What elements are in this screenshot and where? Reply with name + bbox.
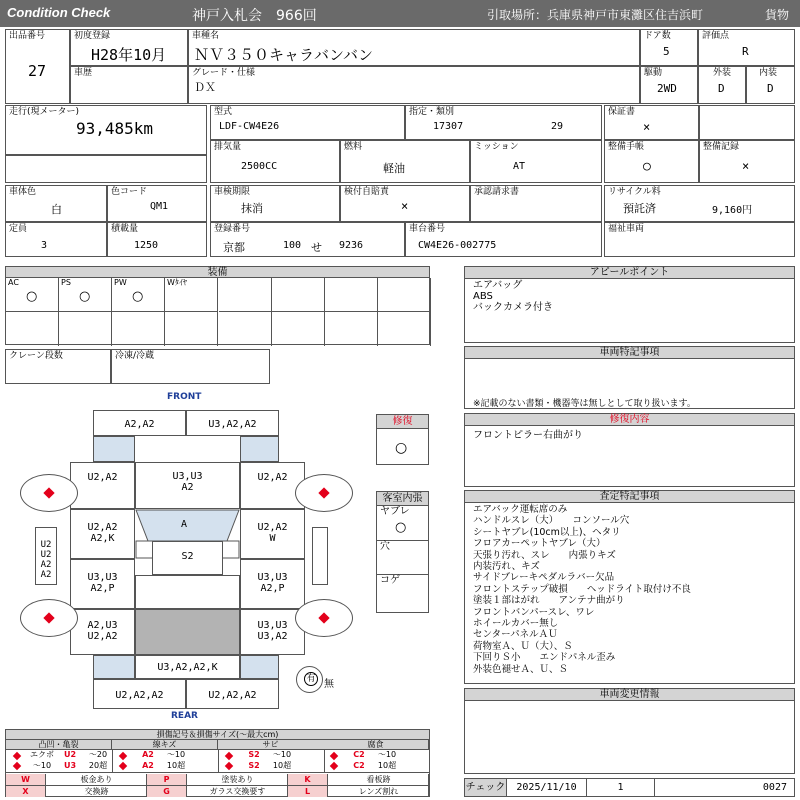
- score: R: [742, 45, 749, 58]
- legend-diamond-icon: [13, 762, 21, 770]
- equipment-cell: [59, 312, 112, 346]
- equipment-cell: [272, 278, 325, 312]
- left-front-door-line2: A2,K: [90, 533, 115, 544]
- front-bumper-right: U3,A2,A2: [186, 410, 279, 436]
- designation: 17307: [433, 121, 464, 132]
- inspection-expiry-label: 車検期限: [214, 187, 251, 197]
- freezer-label: 冷凍/冷蔵: [115, 351, 155, 361]
- drive: 2WD: [657, 82, 677, 95]
- recycle-fee: 9,160円: [712, 205, 753, 216]
- legend-code: 〜20: [88, 750, 108, 759]
- load-capacity: 1250: [134, 240, 159, 251]
- registration-number-label: 登録番号: [214, 224, 251, 234]
- left-taillight: [93, 655, 135, 679]
- right-headlight: [240, 436, 279, 462]
- fuel: 軽油: [383, 162, 405, 175]
- registration-number-cell: [210, 222, 405, 257]
- right-rear-tire: [295, 599, 353, 637]
- back-door: U3,A2,A2,K: [135, 655, 240, 679]
- tire-marker-icon: [43, 487, 54, 498]
- legend-code: 〜10: [32, 761, 52, 770]
- legend-divider: [6, 772, 429, 773]
- assessment-note-line: サイドブレーキペダルラバー欠品: [473, 572, 615, 584]
- left-front-door: [70, 509, 135, 559]
- legend-meaning: 看板跡: [329, 774, 429, 785]
- appeal-point-line: バックカメラ付き: [473, 302, 553, 313]
- cabin-tear-mark: ○: [395, 520, 407, 535]
- service-record: ×: [742, 159, 750, 173]
- grade-label: グレード・仕様: [192, 68, 256, 78]
- equipment-cell: [112, 312, 165, 346]
- registration-number: 9236: [339, 240, 364, 251]
- repair-detail-box: [464, 413, 795, 487]
- legend-diamond-icon: [13, 752, 21, 760]
- right-front-fender: U2,A2: [240, 462, 305, 509]
- appeal-point-line: エアバッグ: [473, 280, 523, 291]
- cabin-burn-cell: [377, 575, 428, 612]
- inspection-expiry-cell: [210, 185, 340, 222]
- exterior-cell: [698, 66, 746, 104]
- left-front-tire: [20, 474, 78, 512]
- warranty-label: 保証書: [608, 107, 636, 117]
- approval-request-label: 承認請求書: [474, 187, 520, 197]
- history-cell: [70, 66, 188, 104]
- cargo-floor: [135, 609, 240, 655]
- check-count: 1: [587, 779, 655, 796]
- tire-marker-icon: [318, 487, 329, 498]
- equipment-cell: [378, 312, 431, 346]
- assessment-note-line: フロアカーペットヤブレ（大）: [473, 538, 606, 550]
- lot-number-label: 出品番号: [9, 31, 46, 41]
- brand-title: Condition Check: [7, 5, 111, 20]
- mileage: 93,485km: [76, 119, 154, 138]
- assessment-note-line: フロントステップ破損 ヘッドライト取付け不良: [473, 583, 691, 595]
- rear-label: REAR: [171, 711, 198, 721]
- vehicle-special-notes-box: [464, 346, 795, 409]
- side-strip-code: U2: [40, 540, 52, 550]
- first-registration: H28年10月: [91, 46, 167, 64]
- chassis-number-label: 車台番号: [409, 224, 446, 234]
- legend-meaning: 交換跡: [47, 786, 147, 797]
- front-label: FRONT: [167, 392, 202, 402]
- registration-area: 京都: [223, 241, 245, 254]
- left-rear-door-line2: A2,P: [90, 583, 115, 594]
- first-registration-label: 初度登録: [74, 31, 111, 41]
- mission-cell: [470, 140, 602, 183]
- windshield-code: A: [181, 519, 188, 530]
- repair-title: 修復: [377, 415, 428, 429]
- legend-code: 10超: [377, 761, 397, 770]
- chassis-number: CW4E26-002775: [418, 240, 497, 251]
- legend-code: A2: [142, 761, 154, 770]
- chassis-number-cell: [405, 222, 602, 257]
- legend-code: 10超: [166, 761, 186, 770]
- legend-group-name: 腐食: [323, 740, 429, 750]
- grade: ＤＸ: [194, 81, 216, 94]
- left-quarter-line1: A2,U3: [87, 620, 118, 631]
- lot-number: 27: [28, 62, 47, 80]
- legend-code: C2: [353, 750, 365, 759]
- score-cell: [698, 29, 795, 66]
- right-rear-door-line2: A2,P: [260, 583, 285, 594]
- legend-symbol: K: [288, 774, 328, 785]
- service-book-label: 整備手帳: [608, 142, 645, 152]
- warranty: ×: [643, 120, 651, 134]
- score-label: 評価点: [702, 31, 730, 41]
- legend-symbol: L: [288, 786, 328, 797]
- check-footer: [464, 778, 795, 797]
- right-front-tire: [295, 474, 353, 512]
- category-number: 29: [551, 121, 564, 132]
- model: LDF-CW4E26: [219, 121, 280, 132]
- assessment-note-line: センターパネルＡＵ: [473, 629, 558, 641]
- right-quarter-line2: U3,A2: [257, 631, 288, 642]
- left-rear-door: [70, 559, 135, 609]
- equipment-cell: [165, 278, 218, 312]
- legend-meaning: 塗装あり: [188, 774, 288, 785]
- equipment-cell: [6, 312, 59, 346]
- legend-diamond-icon: [225, 752, 233, 760]
- assessment-note-line: 荷物室Ａ、Ｕ（大）、Ｓ: [473, 640, 573, 652]
- history-label: 車歴: [74, 68, 93, 78]
- right-front-door-line2: W: [269, 533, 276, 544]
- left-front-door-line1: U2,A2: [87, 522, 118, 533]
- roof: S2: [152, 541, 223, 575]
- right-quarter-line1: U3,U3: [257, 620, 288, 631]
- legend-code: U3: [63, 761, 77, 770]
- displacement-cell: [210, 140, 340, 183]
- equipment-header: 装備: [5, 266, 430, 278]
- assessment-note-line: 内装汚れ、キズ: [473, 561, 540, 573]
- legend-code: エクボ: [30, 750, 54, 759]
- equipment-cell: [378, 278, 431, 312]
- lot-number-cell: [5, 29, 70, 104]
- equipment-cell: [219, 278, 272, 312]
- capacity-label: 定員: [9, 224, 28, 234]
- body-color: 白: [51, 203, 62, 216]
- left-rear-tire: [20, 599, 78, 637]
- equipment-label: PW: [114, 278, 127, 287]
- legend-symbol: P: [147, 774, 187, 785]
- mission-label: ミッション: [474, 142, 519, 152]
- equipment-grid: [5, 277, 430, 345]
- legend-code: 20超: [88, 761, 108, 770]
- cabin-hole-label: 穴: [380, 541, 390, 552]
- inspection-expiry: 抹消: [241, 202, 263, 215]
- cabin-tear-cell: [377, 506, 428, 541]
- doors-cell: [640, 29, 698, 66]
- liability-insurance-label: 検付自賠責: [344, 187, 390, 197]
- legend-code: A2: [142, 750, 154, 759]
- damage-legend: [5, 729, 430, 797]
- doors: 5: [663, 45, 670, 58]
- service-book: ○: [643, 159, 651, 174]
- legend-meaning: ガラス交換要す: [188, 786, 288, 797]
- assessment-note-line: ハンドルスレ（大） コンソール穴: [473, 515, 630, 527]
- load-label: 積載量: [111, 224, 139, 234]
- vehicle-change-info-title: 車両変更情報: [465, 689, 794, 701]
- equipment-label: Wﾀｲﾔ: [167, 278, 187, 287]
- legend-diamond-icon: [119, 752, 127, 760]
- interior-label: 内装: [759, 68, 778, 78]
- legend-code: C2: [353, 761, 365, 770]
- drive-cell: [640, 66, 698, 104]
- equipment-cell: [325, 312, 378, 346]
- model-cell: [210, 105, 405, 140]
- equipment-mark: ○: [26, 289, 38, 304]
- vehicle-special-notes-title: 車両特記事項: [465, 347, 794, 359]
- cargo-area: [135, 575, 240, 609]
- right-front-door: [240, 509, 305, 559]
- appeal-point-box: [464, 266, 795, 343]
- repair-box: [376, 414, 429, 465]
- left-side-strip: [35, 527, 57, 585]
- legend-diamond-icon: [119, 762, 127, 770]
- side-strip-code: A2: [40, 560, 52, 570]
- assessment-note-line: エアバック運転席のみ: [473, 504, 568, 515]
- recycle-fee-cell: [604, 185, 795, 222]
- equipment-cell: [272, 312, 325, 346]
- page-header: [0, 0, 800, 27]
- check-date: 2025/11/10: [507, 779, 587, 796]
- cabin-burn-label: コゲ: [380, 575, 400, 586]
- displacement: 2500CC: [241, 161, 278, 172]
- hood-line2: A2: [181, 482, 194, 493]
- appeal-point-list: [473, 280, 553, 313]
- legend-diamond-icon: [330, 752, 338, 760]
- legend-code: S2: [248, 761, 260, 770]
- legend-group-name: サビ: [218, 740, 324, 750]
- side-strip-code: U2: [40, 550, 52, 560]
- exterior-label: 外装: [713, 68, 732, 78]
- repair-mark: ○: [395, 440, 408, 456]
- hood: [135, 462, 240, 509]
- legend-symbol: W: [6, 774, 46, 785]
- auction-title: 神戸入札会 966回: [192, 8, 317, 24]
- car-name: ＮＶ３５０キャラバンバン: [194, 46, 373, 64]
- welfare-vehicle-label: 福祉車両: [608, 224, 645, 234]
- vehicle-change-info-box: [464, 688, 795, 774]
- repair-detail-line: フロントピラー右曲がり: [473, 430, 583, 441]
- appeal-point-title: アピールポイント: [465, 267, 794, 279]
- vehicle-special-notes-disclaimer: ※記載のない書類・機器等は無しとして取り扱います。: [473, 399, 696, 409]
- displacement-label: 排気量: [214, 142, 242, 152]
- right-rear-door: [240, 559, 305, 609]
- approval-request-cell: [470, 185, 602, 222]
- legend-code: 〜10: [166, 750, 186, 759]
- legend-symbol: X: [6, 786, 46, 797]
- mileage-label: 走行(現メーター): [9, 107, 80, 117]
- assessment-notes-box: [464, 490, 795, 684]
- tire-marker-icon: [318, 612, 329, 623]
- check-label: チェック: [465, 779, 507, 796]
- left-headlight: [93, 436, 135, 462]
- capacity-cell: [5, 222, 107, 257]
- car-name-cell: [188, 29, 640, 66]
- registration-kana: せ: [311, 241, 322, 254]
- appeal-point-line: ABS: [473, 291, 493, 302]
- equipment-cell: [325, 278, 378, 312]
- right-taillight: [240, 655, 279, 679]
- left-rear-door-line1: U3,U3: [87, 572, 118, 583]
- crane-label: クレーン段数: [9, 351, 63, 361]
- cabin-tear-label: ヤブレ: [380, 506, 410, 517]
- liability-insurance-cell: [340, 185, 470, 222]
- service-record-label: 整備記録: [703, 142, 740, 152]
- color-code: QM1: [150, 201, 169, 212]
- recycle-fee-label: リサイクル料: [608, 187, 661, 197]
- legend-diamond-icon: [225, 762, 233, 770]
- fuel-label: 燃料: [344, 142, 363, 152]
- pickup-location: 引取場所：兵庫県神戸市東灘区住吉浜町: [487, 8, 704, 22]
- equipment-cell: [59, 278, 112, 312]
- right-rear-door-line1: U3,U3: [257, 572, 288, 583]
- warranty-extra-cell: [699, 105, 795, 140]
- assessment-note-line: 下回りＳ小 エンドパネル歪み: [473, 652, 616, 664]
- equipment-mark: ○: [132, 289, 144, 304]
- freezer-cell: [111, 349, 270, 384]
- side-strip-code: A2: [40, 570, 52, 580]
- cabin-lining-box: [376, 491, 429, 613]
- assessment-notes-list: [473, 504, 691, 675]
- legend-code: 〜10: [272, 750, 292, 759]
- body-color-label: 車体色: [9, 187, 37, 197]
- legend-diamond-icon: [330, 762, 338, 770]
- legend-group-name: 凸凹・亀裂: [6, 740, 112, 750]
- service-record-cell: [699, 140, 795, 183]
- crane-cell: [5, 349, 111, 384]
- registration-class: 100: [283, 240, 302, 251]
- grade-cell: [188, 66, 640, 104]
- left-quarter-line2: U2,A2: [87, 631, 118, 642]
- warranty-cell: [604, 105, 699, 140]
- equipment-cell: [165, 312, 218, 346]
- equipment-cell: [6, 278, 59, 312]
- spare-tire-yes: 有: [304, 672, 318, 686]
- car-name-label: 車種名: [192, 31, 220, 41]
- equipment-label: AC: [8, 278, 19, 287]
- model-label: 型式: [214, 107, 233, 117]
- doors-label: ドア数: [644, 31, 671, 41]
- service-book-cell: [604, 140, 699, 183]
- left-front-fender: U2,A2: [70, 462, 135, 509]
- first-registration-cell: [70, 29, 188, 66]
- designation-cell: [405, 105, 602, 140]
- assessment-note-line: フロントバンパースレ、ワレ: [473, 606, 595, 618]
- drive-label: 駆動: [644, 68, 663, 78]
- assessment-note-line: シートヤブレ(10cm以上)、ヘタリ: [473, 526, 621, 538]
- color-code-label: 色コード: [111, 187, 148, 197]
- rear-bumper-left: U2,A2,A2: [93, 679, 186, 709]
- interior-grade: D: [767, 82, 774, 95]
- mission: AT: [513, 161, 526, 172]
- designation-label: 指定・類別: [409, 107, 455, 117]
- front-bumper-left: A2,A2: [93, 410, 186, 436]
- damage-legend-title: 損傷記号＆損傷サイズ(〜最大cm): [6, 730, 429, 740]
- assessment-note-line: 天張り汚れ、スレ 内張りキズ: [473, 549, 616, 561]
- tire-marker-icon: [43, 612, 54, 623]
- legend-code: 10超: [272, 761, 292, 770]
- legend-code: 〜10: [377, 750, 397, 759]
- legend-meaning: 板金あり: [47, 774, 147, 785]
- legend-group-name: 線キズ: [112, 740, 218, 750]
- body-color-cell: [5, 185, 107, 222]
- right-front-door-line1: U2,A2: [257, 522, 288, 533]
- recycle-status: 預託済: [623, 202, 656, 215]
- interior-cell: [746, 66, 795, 104]
- legend-symbol: G: [147, 786, 187, 797]
- legend-code: S2: [248, 750, 260, 759]
- color-code-cell: [107, 185, 207, 222]
- equipment-label: PS: [61, 278, 71, 287]
- assessment-note-line: 塗装１部はがれ アンテナ曲がり: [473, 595, 625, 607]
- welfare-vehicle-cell: [604, 222, 795, 257]
- legend-meaning: レンズ割れ: [329, 786, 429, 797]
- mileage-extra-cell: [5, 155, 207, 183]
- load-cell: [107, 222, 207, 257]
- equipment-cell: [219, 312, 272, 346]
- mileage-cell: [5, 105, 207, 155]
- legend-code: U2: [63, 750, 77, 759]
- left-quarter-panel: [70, 609, 135, 655]
- vehicle-category: 貨物: [765, 8, 790, 22]
- spare-tire-none: 無: [324, 679, 334, 690]
- capacity: 3: [41, 240, 48, 251]
- check-id: 0027: [762, 782, 787, 793]
- equipment-cell: [112, 278, 165, 312]
- equipment-mark: ○: [79, 289, 91, 304]
- assessment-note-line: ホイールカバー無し: [473, 618, 559, 630]
- rear-bumper-right: U2,A2,A2: [186, 679, 279, 709]
- assessment-notes-title: 査定特記事項: [465, 491, 794, 503]
- repair-detail-title: 修復内容: [465, 414, 794, 426]
- cabin-lining-title: 客室内張: [377, 492, 428, 506]
- assessment-note-line: 外装色褪せＡ、Ｕ、Ｓ: [473, 663, 569, 675]
- liability-insurance: ×: [401, 199, 409, 213]
- exterior-grade: D: [718, 82, 725, 95]
- hood-line1: U3,U3: [172, 471, 203, 482]
- fuel-cell: [340, 140, 470, 183]
- right-side-strip: [312, 527, 328, 585]
- cabin-hole-cell: [377, 541, 428, 575]
